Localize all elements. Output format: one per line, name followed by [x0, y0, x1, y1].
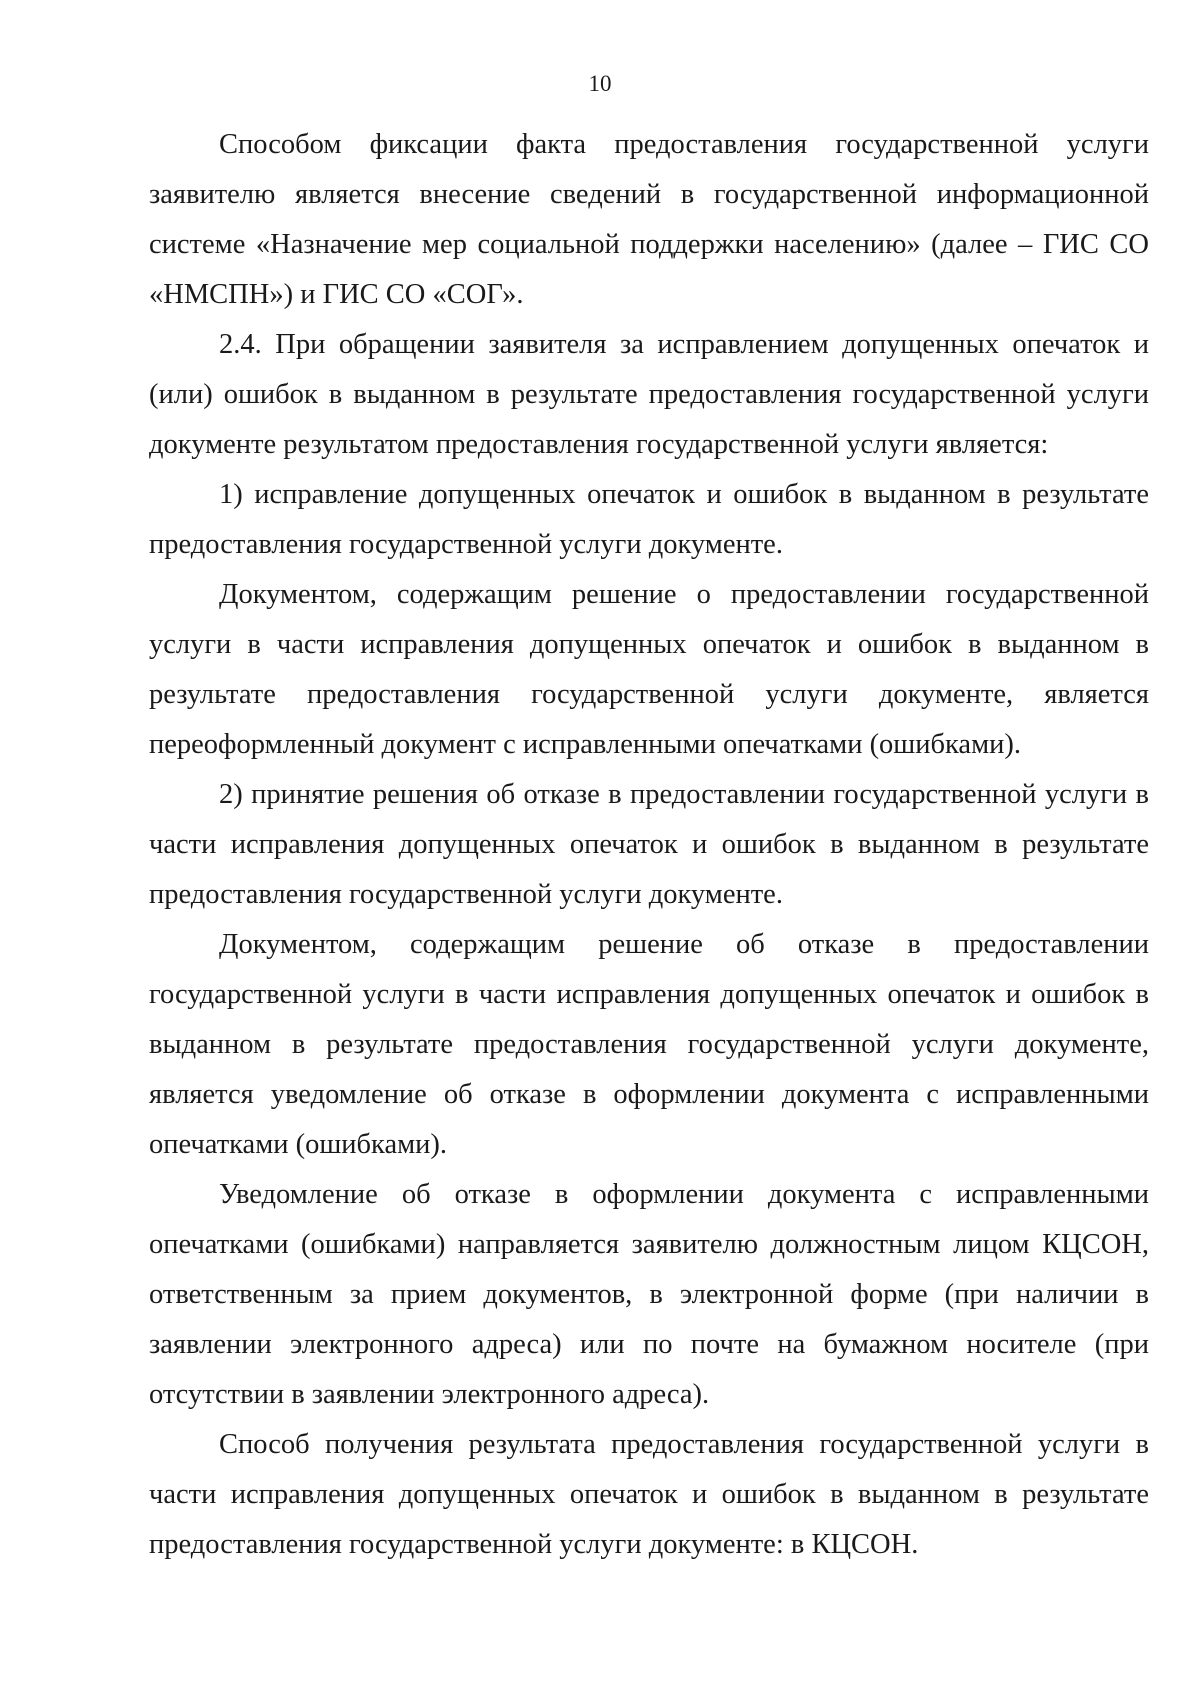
paragraph-refusal-notice: Уведомление об отказе в оформлении документа с исправленными опечатками (ошибками) направляется заявителю должностным лицом КЦСОН, ответственным за прием документов, в электронной форме (при наличии в заявлении электронного адреса) или по почте на бумажном носителе (при отсутствии в заявлении электронного адреса). [149, 1179, 1149, 1410]
paragraph-item-2: 2) принятие решения об отказе в предоставлении государственной услуги в части исправления допущенных опечаток и ошибок в выданном в результате предоставления государственной услуги документе. [149, 779, 1149, 910]
paragraph-item-1: 1) исправление допущенных опечаток и ошибок в выданном в результате предоставления государственной услуги документе. [149, 479, 1149, 560]
paragraph-refusal-document: Документом, содержащим решение об отказе в предоставлении государственной услуги в части исправления допущенных опечаток и ошибок в выданном в результате предоставления государственной услуги документе, является уведомление об отказе в оформлении документа с исправленными опечатками (ошибками). [149, 929, 1149, 1160]
paragraph-decision-document: Документом, содержащим решение о предоставлении государственной услуги в части исправления допущенных опечаток и ошибок в выданном в результате предоставления государственной услуги документе, является переоформленный документ с исправленными опечатками (ошибками). [149, 579, 1149, 760]
paragraph-section-2-4: 2.4. При обращении заявителя за исправлением допущенных опечаток и (или) ошибок в выданном в результате предоставления государственной услуги документе результатом предоставления государственной услуги является: [149, 329, 1149, 460]
paragraph-recording-method: Способом фиксации факта предоставления государственной услуги заявителю является внесение сведений в государственной информационной системе «Назначение мер социальной поддержки населению» (далее – ГИС СО «НМСПН») и ГИС СО «СОГ». [149, 129, 1149, 310]
paragraph-result-method: Способ получения результата предоставления государственной услуги в части исправления допущенных опечаток и ошибок в выданном в результате предоставления государственной услуги документе: в КЦСОН. [149, 1429, 1149, 1560]
page-number: 10 [588, 71, 612, 96]
document-body [149, 120, 1149, 1570]
